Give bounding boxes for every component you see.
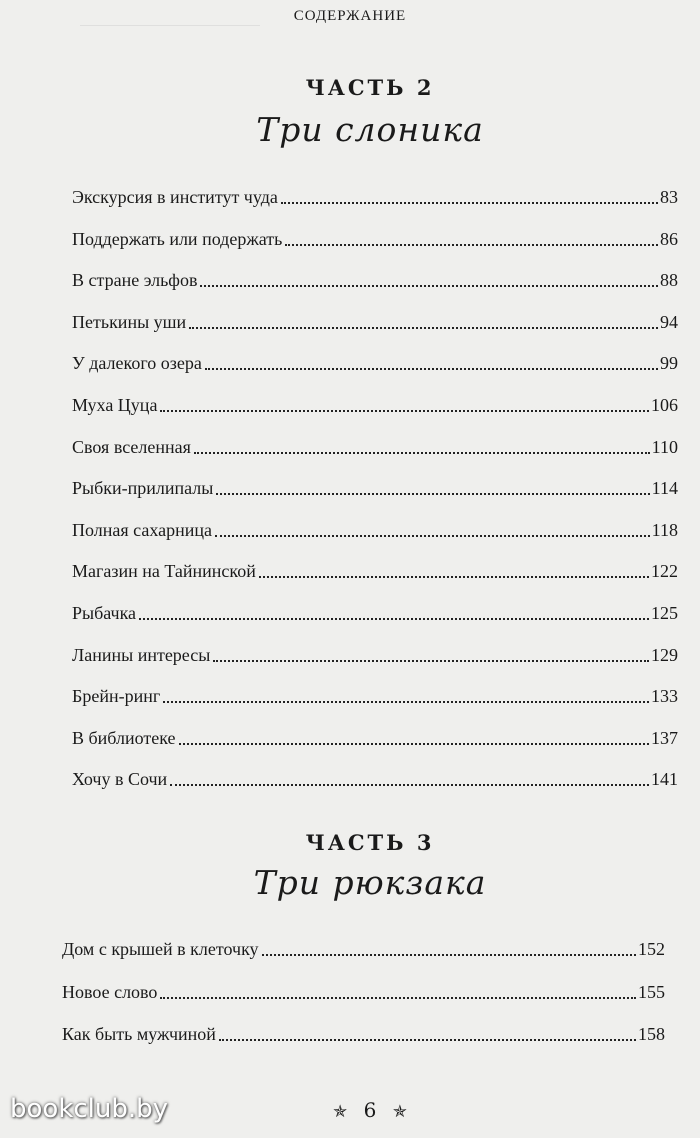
- toc-entry-page: 141: [651, 769, 678, 790]
- dot-leader: [179, 743, 649, 745]
- toc-entry-title: Брейн-ринг: [72, 686, 161, 707]
- toc-entry-page: 88: [660, 270, 678, 291]
- toc-entry: [72, 386, 678, 416]
- toc-entry: [72, 303, 678, 333]
- toc-entry-title: Дом с крышей в клеточку: [62, 939, 259, 959]
- toc-entry-title: Как быть мужчиной: [62, 1024, 216, 1044]
- toc-entry-title: Хочу в Сочи: [72, 769, 168, 790]
- toc-entry-page: 122: [651, 561, 678, 582]
- star-ornament-icon: ✯: [333, 1102, 348, 1122]
- watermark-logo: bookclub.by: [10, 1094, 169, 1124]
- toc-entry-title: Своя вселенная: [72, 436, 191, 457]
- page-number: 6: [363, 1098, 377, 1122]
- toc-entry-page: 94: [660, 311, 678, 332]
- part-2-title: ЧАСТЬ 2: [305, 75, 435, 100]
- toc-entry-page: 125: [651, 603, 678, 623]
- toc-entry: [72, 594, 678, 624]
- dot-leader: [160, 410, 649, 412]
- toc-entry: [72, 178, 678, 208]
- dot-leader: [213, 660, 649, 662]
- toc-entry: [72, 719, 678, 749]
- toc-entry-title: Рыбки-прилипалы: [72, 478, 214, 499]
- toc-entry-page: 155: [638, 981, 665, 1002]
- toc-entry-page: 99: [660, 353, 678, 374]
- toc-entry: [72, 552, 678, 582]
- dot-leader: [194, 452, 650, 454]
- toc-entry: [72, 344, 678, 374]
- dot-leader: [215, 535, 650, 537]
- toc-entry-page: 114: [651, 478, 678, 499]
- dot-leader: [285, 244, 658, 246]
- toc-entry: [72, 469, 678, 499]
- toc-entry-title: Муха Цуца: [72, 395, 158, 415]
- part-3-title: ЧАСТЬ 3: [305, 830, 435, 855]
- dot-leader: [139, 618, 649, 620]
- dot-leader: [160, 997, 636, 999]
- toc-entry-page: 137: [651, 727, 678, 748]
- dot-leader: [259, 576, 649, 578]
- toc-entry-title: Экскурсия в институт чуда: [72, 187, 278, 207]
- toc-entry-page: 106: [651, 395, 678, 415]
- dot-leader: [216, 493, 649, 495]
- toc-entry: [72, 677, 678, 707]
- toc-entry: [72, 760, 678, 790]
- toc-entry-page: 152: [638, 939, 665, 959]
- toc-entry-title: Поддержать или подержать: [72, 228, 283, 249]
- toc-entry: [72, 220, 678, 250]
- toc-entry-page: 133: [651, 686, 678, 707]
- dot-leader: [281, 202, 658, 204]
- dot-leader: [200, 285, 658, 287]
- dot-leader: [262, 954, 636, 956]
- dot-leader: [219, 1039, 636, 1041]
- toc-entry: [62, 930, 665, 960]
- toc-entry-page: 158: [638, 1024, 665, 1044]
- toc-entry-page: 83: [660, 187, 678, 207]
- dot-leader: [189, 327, 658, 329]
- toc-entry-page: 110: [651, 436, 678, 457]
- toc-entry-title: Новое слово: [62, 981, 158, 1002]
- toc-entry: [72, 261, 678, 291]
- dot-leader: [163, 701, 649, 703]
- toc-entry: [72, 636, 678, 666]
- toc-entry-title: Ланины интересы: [72, 644, 211, 665]
- part-2-subtitle: Три слоника: [256, 110, 484, 149]
- toc-entry-title: Магазин на Тайнинской: [72, 561, 256, 582]
- toc-entry-page: 86: [660, 228, 678, 249]
- toc-entry-title: Рыбачка: [72, 603, 137, 623]
- star-ornament-icon: ✯: [392, 1102, 407, 1122]
- toc-entry: [62, 1015, 665, 1045]
- toc-entry-title: В библиотеке: [72, 727, 176, 748]
- toc-entry-title: В стране эльфов: [72, 270, 198, 291]
- dot-leader: [170, 784, 649, 786]
- toc-entry-title: Полная сахарница: [72, 519, 212, 540]
- running-head: СОДЕРЖАНИЕ: [293, 8, 407, 24]
- toc-entry-page: 129: [651, 644, 678, 665]
- dot-leader: [205, 368, 658, 370]
- toc-entry-page: 118: [651, 519, 678, 540]
- toc-entry-title: Петькины уши: [72, 311, 187, 332]
- toc-entry-title: У далекого озера: [72, 353, 202, 374]
- part-3-subtitle: Три рюкзака: [253, 863, 487, 902]
- toc-entry: [62, 973, 665, 1003]
- toc-entry: [72, 428, 678, 458]
- toc-entry: [72, 511, 678, 541]
